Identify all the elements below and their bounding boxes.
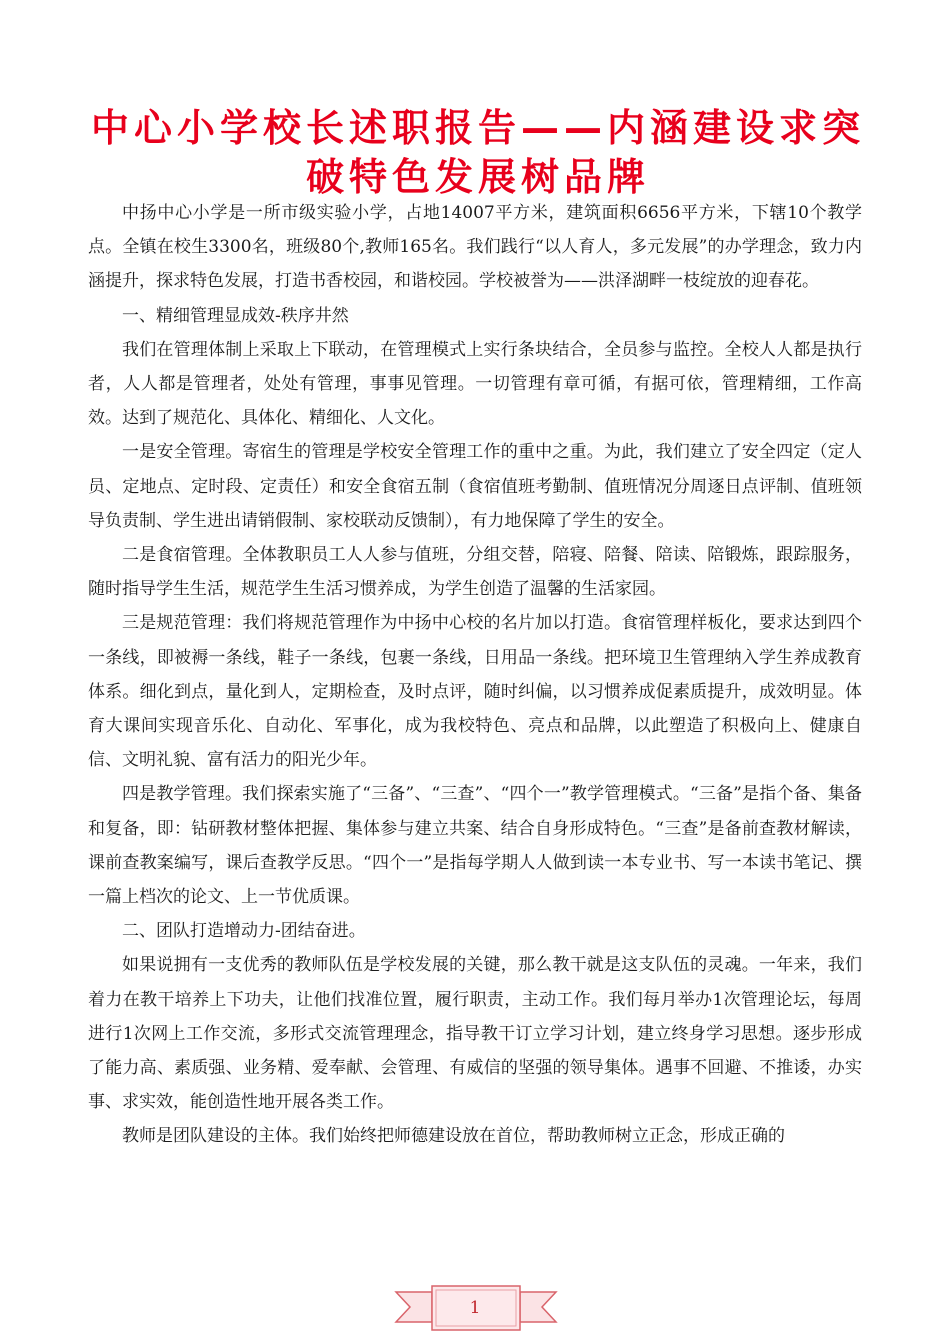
body-paragraph: 四是教学管理。我们探索实施了“三备”、“三查”、“四个一”教学管理模式。“三备”是指个备、集备和复备，即：钻研教材整体把握、集体参与建立共案、结合自身形成特色。“三查”是备前查教材解读，课前查教案编写，课后查教学反思。“四个一”是指每学期人人做到读一本专业书、写一本读书笔记、撰一篇上档次的论文、上一节优质课。 xyxy=(88,784,862,908)
section-heading-1: 一、精细管理显成效-秩序井然 xyxy=(122,305,349,326)
body-paragraph: 二是食宿管理。全体教职员工人人参与值班，分组交替，陪寝、陪餐、陪读、陪锻炼，跟踪服务，随时指导学生生活，规范学生生活习惯养成，为学生创造了温馨的生活家园。 xyxy=(88,545,862,600)
body-paragraph: 一是安全管理。寄宿生的管理是学校安全管理工作的重中之重。为此，我们建立了安全四定（定人员、定地点、定时段、定责任）和安全食宿五制（食宿值班考勤制、值班情况分周逐日点评制、值班领导负责制、学生进出请销假制、家校联动反馈制），有力地保障了学生的安全。 xyxy=(88,442,862,531)
intro-paragraph: 中扬中心小学是一所市级实验小学，占地14007平方米，建筑面积6656平方米，下辖10个教学点。全镇在校生3300名，班级80个,教师165名。我们践行“以人育人，多元发展”的办学理念，致力内涵提升，探求特色发展，打造书香校园，和谐校园。学校被誉为——洪泽湖畔一枝绽放的迎春花。 xyxy=(88,203,862,292)
document-body xyxy=(88,196,862,1154)
body-paragraph: 教师是团队建设的主体。我们始终把师德建设放在首位，帮助教师树立正念，形成正确的 xyxy=(122,1126,785,1147)
body-paragraph: 我们在管理体制上采取上下联动，在管理模式上实行条块结合，全员参与监控。全校人人都是执行者，人人都是管理者，处处有管理，事事见管理。一切管理有章可循，有据可依，管理精细，工作高效。达到了规范化、具体化、精细化、人文化。 xyxy=(88,339,862,429)
body-paragraph: 如果说拥有一支优秀的教师队伍是学校发展的关键，那么教干就是这支队伍的灵魂。一年来，我们着力在教干培养上下功夫，让他们找准位置，履行职责，主动工作。我们每月举办1次管理论坛，每周进行1次网上工作交流，多形式交流管理理念，指导教干订立学习计划，建立终身学习思想。逐步形成了能力高、素质强、业务精、爱奉献、会管理、有威信的坚强的领导集体。遇事不回避、不推诿，办实事、求实效，能创造性地开展各类工作。 xyxy=(88,955,862,1113)
page-number: 1 xyxy=(469,1298,481,1318)
section-heading-2: 二、团队打造增动力-团结奋进。 xyxy=(122,921,366,942)
body-paragraph: 三是规范管理：我们将规范管理作为中扬中心校的名片加以打造。食宿管理样板化，要求达到四个一条线，即被褥一条线，鞋子一条线，包裹一条线，日用品一条线。把环境卫生管理纳入学生养成教育体系。细化到点，量化到人，定期检查，及时点评，随时纠偏，以习惯养成促素质提升，成效明显。体育大课间实现音乐化、自动化、军事化，成为我校特色、亮点和品牌，以此塑造了积极向上、健康自信、文明礼貌、富有活力的阳光少年。 xyxy=(88,613,862,771)
document-title: 中心小学校长述职报告——内涵建设求突破特色发展树品牌 xyxy=(90,106,865,199)
